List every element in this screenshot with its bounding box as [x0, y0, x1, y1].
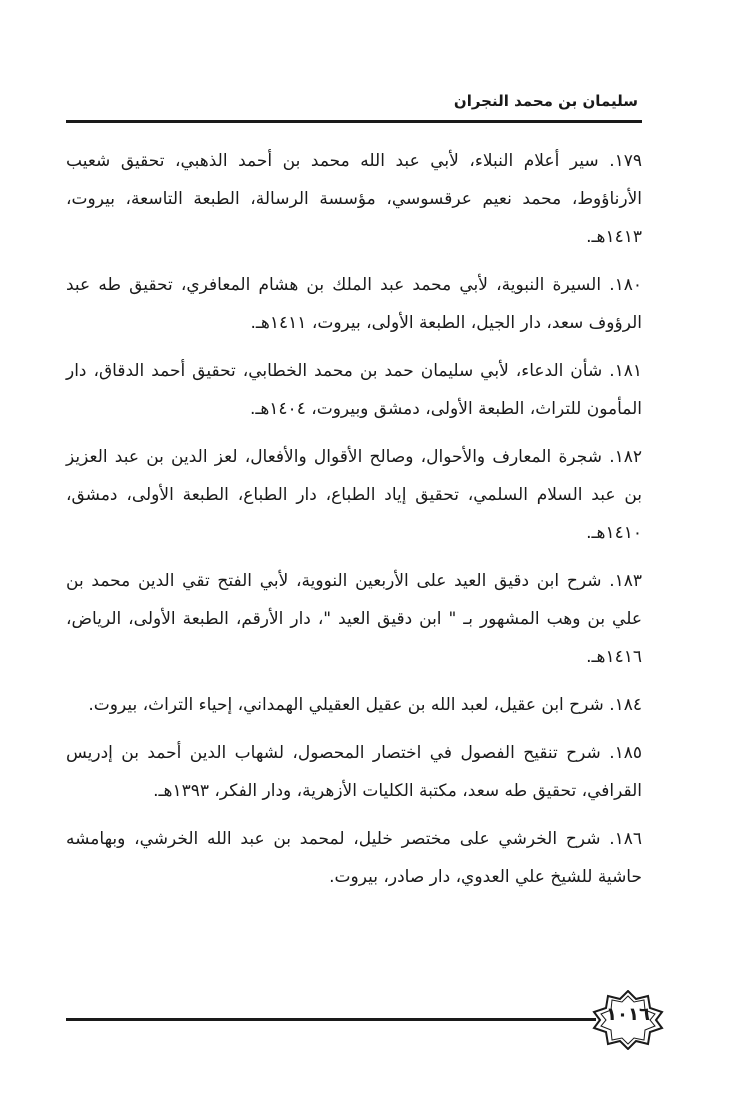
entry-text: شأن الدعاء، لأبي سليمان حمد بن محمد الخطابي، تحقيق أحمد الدقاق، دار المأمون للتراث، الطبعة الأولى، دمشق وبيروت، ١٤٠٤هـ. — [66, 361, 642, 419]
entry-text: السيرة النبوية، لأبي محمد عبد الملك بن هشام المعافري، تحقيق طه عبد الرؤوف سعد، دار الجيل، الطبعة الأولى، بيروت، ١٤١١هـ. — [66, 275, 642, 333]
entry-number: ١٨٣. — [609, 571, 643, 591]
entry-number: ١٨٤. — [609, 695, 642, 715]
entry-number: ١٨٠. — [609, 275, 643, 295]
header-divider — [66, 120, 642, 123]
page-number: ١٠١٦ — [606, 1004, 650, 1025]
entry-text: شجرة المعارف والأحوال، وصالح الأقوال والأفعال، لعز الدين بن عبد العزيز بن عبد السلام السلمي، تحقيق إياد الطباع، دار الطباع، الطبعة الأولى، دمشق، ١٤١٠هـ. — [66, 447, 642, 543]
bibliography-entry — [66, 438, 642, 552]
entry-number: ١٨٢. — [609, 447, 642, 467]
running-header-author: سليمان بن محمد النجران — [453, 92, 638, 110]
entry-text: شرح الخرشي على مختصر خليل، لمحمد بن عبد الله الخرشي، وبهامشه حاشية للشيخ علي العدوي، دار صادر، بيروت. — [66, 829, 642, 887]
entry-text: سير أعلام النبلاء، لأبي عبد الله محمد بن أحمد الذهبي، تحقيق شعيب الأرناؤوط، محمد نعيم عرقسوسي، مؤسسة الرسالة، الطبعة التاسعة، بيروت، ١٤١٣هـ. — [66, 151, 642, 247]
entry-text: شرح تنقيح الفصول في اختصار المحصول، لشهاب الدين أحمد بن إدريس القرافي، تحقيق طه سعد، مكتبة الكليات الأزهرية، ودار الفكر، ١٣٩٣هـ. — [66, 743, 642, 801]
bibliography-entry — [66, 352, 642, 428]
bibliography-list — [66, 142, 642, 906]
bibliography-entry — [66, 820, 642, 896]
bibliography-entry — [66, 266, 642, 342]
entry-number: ١٨٦. — [609, 829, 643, 849]
bibliography-entry — [66, 686, 642, 724]
entry-number: ١٨٥. — [609, 743, 642, 763]
bibliography-entry — [66, 142, 642, 256]
footer-divider — [66, 1018, 596, 1021]
entry-number: ١٧٩. — [609, 151, 642, 171]
bibliography-entry — [66, 734, 642, 810]
entry-number: ١٨١. — [609, 361, 642, 381]
entry-text: شرح ابن عقيل، لعبد الله بن عقيل العقيلي الهمداني، إحياء التراث، بيروت. — [88, 695, 604, 715]
entry-text: شرح ابن دقيق العيد على الأربعين النووية، لأبي الفتح تقي الدين محمد بن علي بن وهب المشهور بـ " ابن دقيق العيد "، دار الأرقم، الطبعة الأولى، الرياض، ١٤١٦هـ. — [66, 571, 642, 667]
bibliography-entry — [66, 562, 642, 676]
